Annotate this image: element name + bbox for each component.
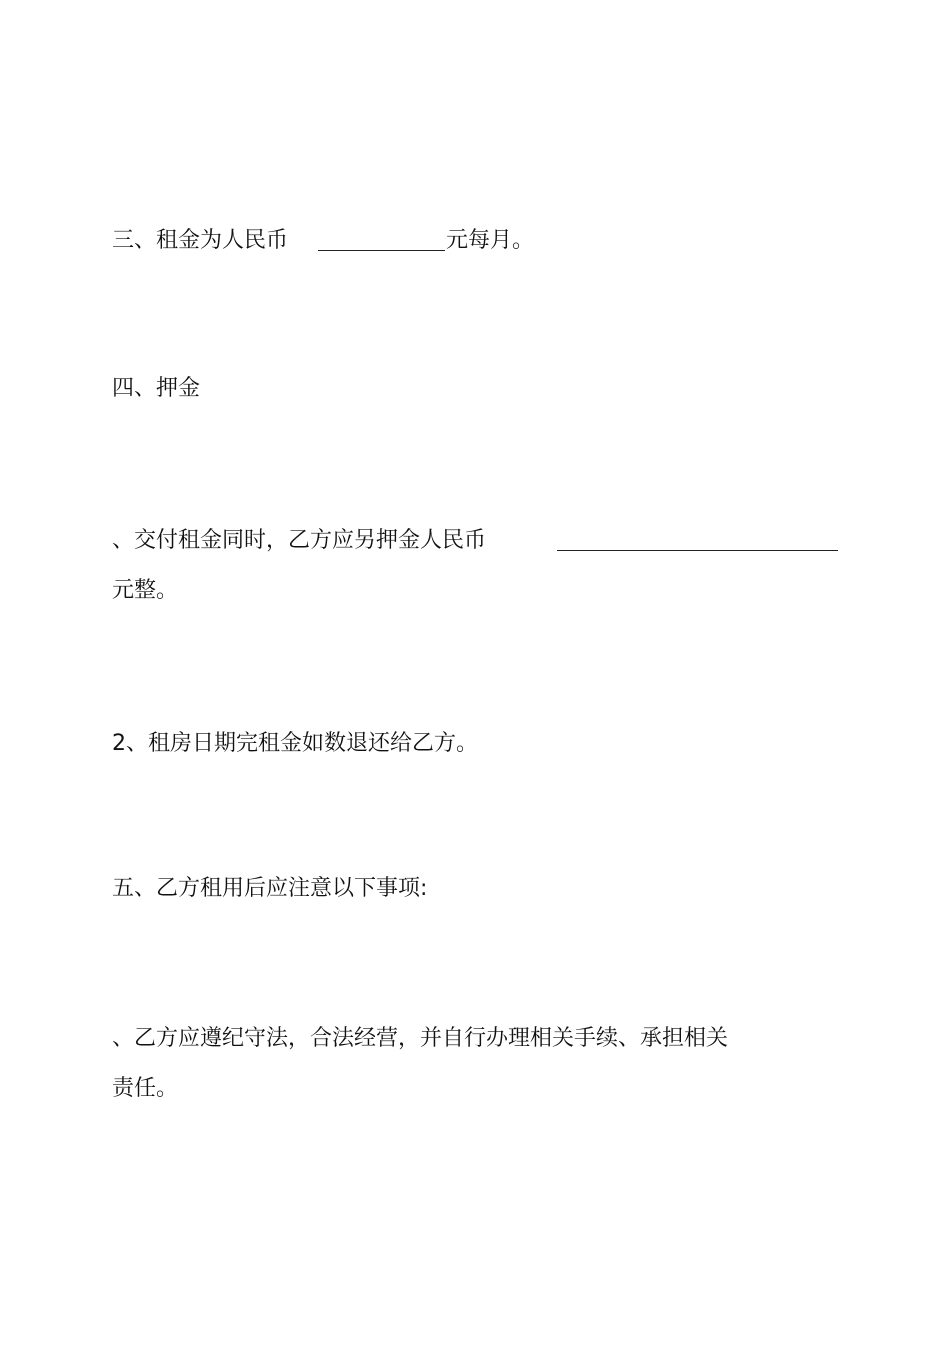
- rent-amount-blank: [318, 250, 445, 251]
- rent-clause-suffix: 元每月。: [446, 228, 535, 253]
- deposit-heading: 四、押金: [112, 376, 201, 401]
- deposit-item-2: 2、租房日期完租金如数退还给乙方。: [112, 731, 478, 756]
- deposit-item-1-text: 、交付租金同时，乙方应另押金人民币: [112, 528, 487, 553]
- notes-item-1-text: 、乙方应遵纪守法，合法经营，并自行办理相关手续、承担相关: [112, 1026, 729, 1051]
- notes-heading: 五、乙方租用后应注意以下事项:: [112, 876, 428, 901]
- rent-clause-prefix: 三、租金为人民币: [112, 228, 289, 253]
- deposit-item-1-continuation: 元整。: [112, 578, 179, 603]
- deposit-amount-blank: [557, 550, 838, 551]
- notes-item-1-continuation: 责任。: [112, 1076, 179, 1101]
